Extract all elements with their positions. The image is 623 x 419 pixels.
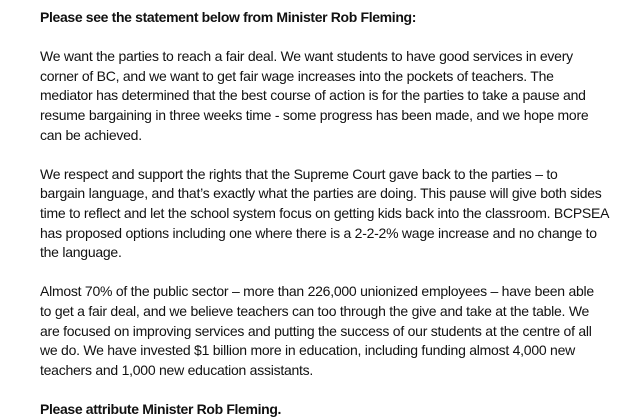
paragraph-line: can be achieved.: [40, 126, 142, 143]
paragraph-3: [40, 282, 620, 380]
paragraph-line: mediator has determined that the best course of action is for the parties to take a pause and: [40, 87, 586, 104]
paragraph-line: are focused on improving services and putting the success of our students at the centre of all: [40, 322, 592, 339]
paragraph-line: we do. We have invested $1 billion more in education, including funding almost 4,000 new: [40, 342, 575, 359]
spacer: [40, 28, 620, 48]
paragraph-line: resume bargaining in three weeks time - some progress has been made, and we hope more: [40, 106, 589, 123]
paragraph-2: [40, 165, 620, 263]
paragraph-line: We want the parties to reach a fair deal. We want students to have good services in every: [40, 48, 573, 65]
paragraph-line: corner of BC, and we want to get fair wage increases into the pockets of teachers. The: [40, 67, 554, 84]
closing-attribution: Please attribute Minister Rob Fleming.: [40, 400, 282, 417]
spacer: [40, 263, 620, 283]
spacer: [40, 145, 620, 165]
paragraph-line: Almost 70% of the public sector – more than 226,000 unionized employees – have been able: [40, 283, 594, 300]
paragraph-line: to get a fair deal, and we believe teachers can too through the give and take at the table. We: [40, 302, 590, 319]
paragraph-line: We respect and support the rights that the Supreme Court gave back to the parties – to: [40, 165, 558, 182]
paragraph-line: the language.: [40, 244, 122, 261]
paragraph-line: time to reflect and let the school system focus on getting kids back into the classroom. BCPSEA: [40, 204, 610, 221]
spacer: [40, 380, 620, 400]
paragraph-line: teachers and 1,000 new education assistants.: [40, 361, 314, 378]
paragraph-line: has proposed options including one where there is a 2-2-2% wage increase and no change to: [40, 224, 597, 241]
heading: Please see the statement below from Minister Rob Fleming:: [40, 9, 417, 25]
statement-document: [40, 8, 620, 419]
paragraph-line: bargain language, and that’s exactly what the parties are doing. This pause will give both sides: [40, 185, 602, 202]
paragraph-1: [40, 47, 620, 145]
